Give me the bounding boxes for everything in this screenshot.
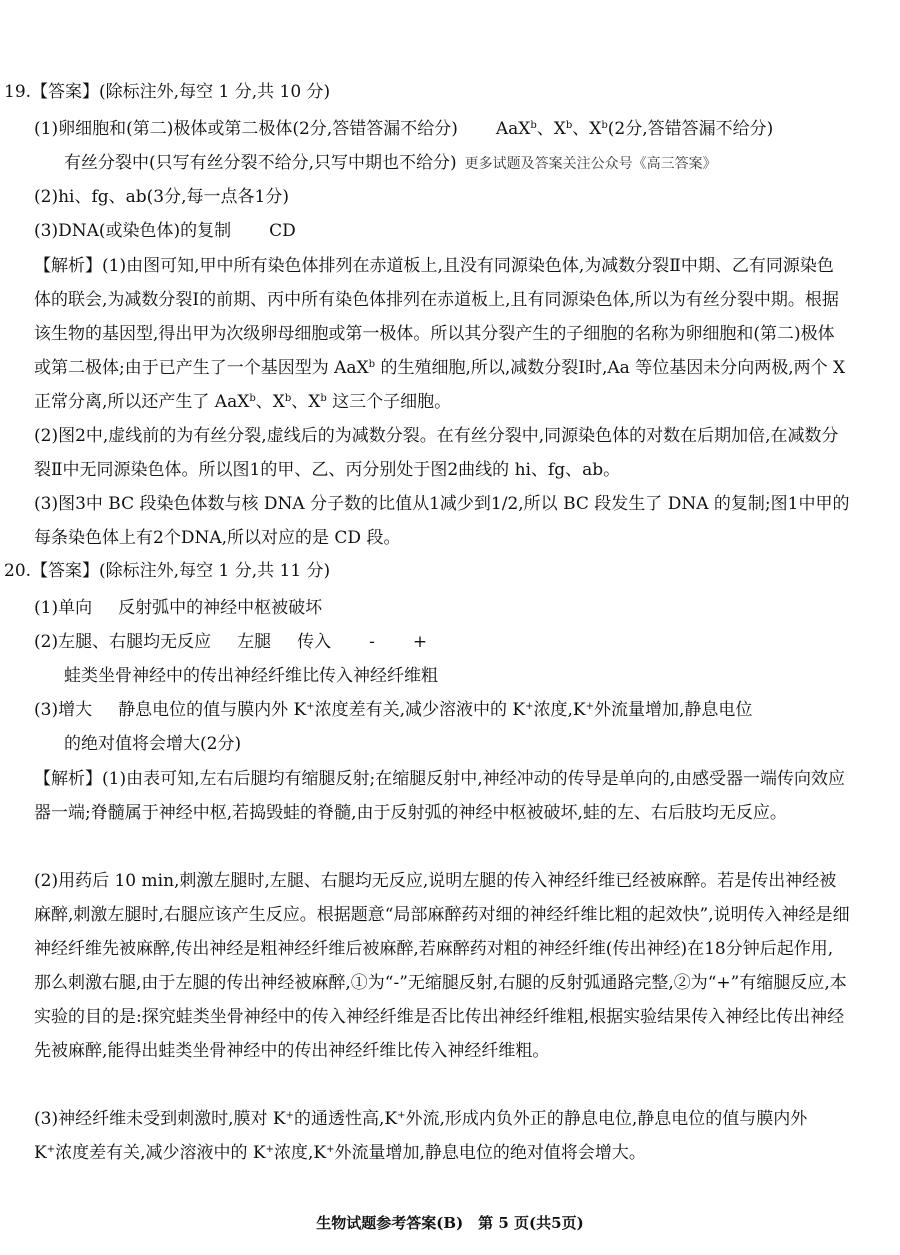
q20-answer-1: (1)单向 反射弧中的神经中枢被破坏 <box>34 598 323 618</box>
q20-answer-2-line2: 蛙类坐骨神经中的传出神经纤维比传入神经纤维粗 <box>64 666 438 686</box>
q20-answer-3-line2: 的绝对值将会增大(2分) <box>64 734 242 754</box>
q19-explanation-3: (3)图3中 BC 段染色体数与核 DNA 分子数的比值从1减少到1/2,所以 BC 段发生了 DNA 的复制;图1中甲的每条染色体上有2个DNA,所以对应的是 CD 段。 <box>34 494 850 548</box>
q19-header: 19.【答案】(除标注外,每空 1 分,共 10 分) <box>4 82 331 102</box>
q19-answer-2: (2)hi、fg、ab(3分,每一点各1分) <box>34 187 289 207</box>
q19-answer-1-line2: 有丝分裂中(只写有丝分裂不给分,只写中期也不给分) 更多试题及答案关注公众号《高三答案》 <box>64 153 717 173</box>
q19-answer-1-part: (1)卵细胞和(第二)极体或第二极体(2分,答错答漏不给分) <box>34 119 458 139</box>
q20-explanation-1: 【解析】(1)由表可知,左右后腿均有缩腿反射;在缩腿反射中,神经冲动的传导是单向的,由感受器一端传向效应器一端;脊髓属于神经中枢,若捣毁蛙的脊髓,由于反射弧的神经中枢被破坏,蛙的左、右后肢均无反应。 <box>34 769 846 823</box>
q19-genotype: AaX$^b$、$X^b$、$X^b(2$分,答错答漏不给分) <box>495 119 774 139</box>
q19-answer-3: (3)DNA(或染色体)的复制 CD <box>34 221 296 241</box>
q20-answer-3: (3)增大 静息电位的值与膜内外 K+浓度差有关,减少溶液中的 K+浓度,K+外流量增加,静息电位 <box>34 700 753 720</box>
q20-answer-1-value: 反射弧中的神经中枢被破坏 <box>118 598 323 618</box>
q19-explanation-2: (2)图2中,虚线前的为有丝分裂,虚线后的为减数分裂。在有丝分裂中,同源染色体的对数在后期加倍,在减数分裂Ⅱ中无同源染色体。所以图1的甲、乙、丙分别处于图2曲线的 hi、fg、ab。 <box>34 426 839 480</box>
q19-explanation-1: 【解析】(1)由图可知,甲中所有染色体排列在赤道板上,且没有同源染色体,为减数分裂Ⅱ中期、乙有同源染色体的联会,为减数分裂Ⅰ的前期、丙中所有染色体排列在赤道板上,且有同源染色体,所以为有丝分裂中期。根据该生物的基因型,得出甲为次级卵母细胞或第一极体。所以其分裂产生的子细胞的名称为卵细胞和(第二)极体或第二极体;由于已产生了一个基因型为 AaX$^b$ 的生殖细胞,所以,减数分裂Ⅰ时,Aa 等位基因未分向两极,两个 X 正常分离,所以还产生了 AaX$^b$、$X^b$、$X^b$ 这三个子细胞。 <box>34 256 846 412</box>
q20-explanation-3: (3)神经纤维未受到刺激时,膜对 K+的通透性高,K+外流,形成内负外正的静息电位,静息电位的值与膜内外 K+浓度差有关,减少溶液中的 K+浓度,K+外流量增加,静息电位的绝对值将会增大。 <box>34 1109 808 1163</box>
q20-answer-2: (2)左腿、右腿均无反应 左腿 传入 - + <box>34 632 428 652</box>
q20-explanation-2: (2)用药后 10 min,刺激左腿时,左腿、右腿均无反应,说明左腿的传入神经纤维已经被麻醉。若是传出神经被麻醉,刺激左腿时,右腿应该产生反应。根据题意“局部麻醉药对细的神经纤维比粗的起效快”,说明传入神经是细神经纤维先被麻醉,传出神经是粗神经纤维后被麻醉,若麻醉药对粗的神经纤维(传出神经)在18分钟后起作用,那么刺激右腿,由于左腿的传出神经被麻醉,①为“-”无缩腿反射,右腿的反射弧通路完整,②为“+”有缩腿反应,本实验的目的是:探究蛙类坐骨神经中的传入神经纤维是否比传出神经纤维粗,根据实验结果传入神经比传出神经先被麻醉,能得出蛙类坐骨神经中的传出神经纤维比传入神经纤维粗。 <box>34 871 850 1061</box>
q20-header: 20.【答案】(除标注外,每空 1 分,共 11 分) <box>4 561 331 581</box>
q19-answer-3-value: CD <box>269 221 296 241</box>
q19-answer-1 <box>34 118 773 140</box>
page-footer: 生物试题参考答案(B) 第 5 页(共5页) <box>316 1214 584 1232</box>
promo-note: 更多试题及答案关注公众号《高三答案》 <box>464 156 717 172</box>
